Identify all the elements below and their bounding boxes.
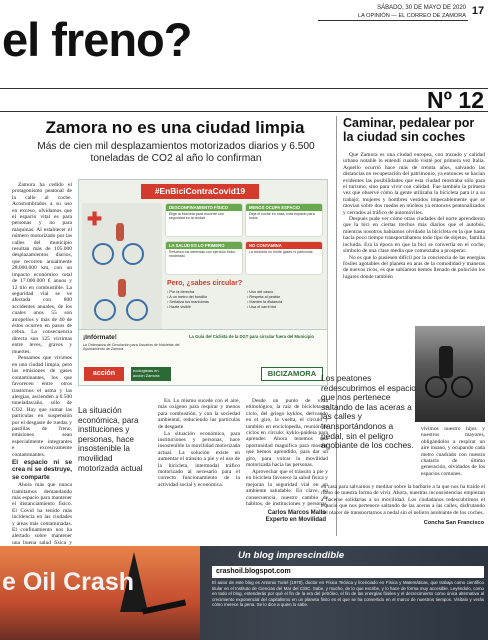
list-item: • Hazte visible — [167, 305, 191, 309]
cyclist-figure-icon — [118, 279, 126, 297]
guide-text: La Guía del Ciclista de la DGT para circular fuera del Municipio — [189, 334, 314, 339]
section-title: el freno? — [2, 13, 192, 66]
paragraph: Después pude ver cómo otras ciudades del norte aprendieron que la bici en ciertas trechos más diarios que el autobús, mientras nosotros habíamos olvidado la bicicleta en la que hasta hacía poco tiempo transportábamos todo tipo de objetos, familia incluida. Era la época en que la bici se convertía en el coche, símbolo de una clase media que comenzaba a prosperar. — [343, 216, 485, 255]
tip-title: LA SALUD ES LO PRIMERO — [166, 242, 242, 249]
cyclist-figure-icon — [116, 223, 124, 241]
paragraph: Ahora más que nunca tramitamos demandando más espacio para mantener el distanciamiento físico. El Covid ha tenido más incidencia en las ciudades y áreas más contaminadas. El confinamiento nos ha alertado sobre mantener una buena salud física y — [12, 482, 72, 546]
side-column-2: vivimos nuestro hijos y nuestros mayores, obligándolos a respirar un aire insano, y ocupando cada metro cuadrado con nuestra chatarra de último generación, olvidados de los espacios comunes. — [421, 426, 485, 477]
author-name: Carlos Marcos Mallo — [267, 510, 326, 516]
side-headline: Caminar, pedalear por la ciudad sin coches — [343, 116, 475, 144]
tip-tile — [245, 241, 323, 275]
side-column-3: en casa para salvarnos y meditar sobre la barbarie a la que nos ha traído el ritmo de nuestra forma de vivir. Ahora, nuestras inconsistencias empiezan a hacerse solidarias a su movilidad. Los ciudadanos redescubrimos el espacio que nos pertenece saltando de las aceras a las calles, disfrutando del placer de transportarnos a pedal sin el peligro agobiante de los coches. — [321, 484, 485, 514]
bicycle-wheel-icon — [126, 299, 148, 321]
paper-name: LA OPINIÓN — EL CORREO DE ZAMORA — [358, 13, 466, 19]
issue-banner — [0, 88, 488, 112]
header-rule — [318, 20, 468, 21]
section-subtitle: El espacio ni se crea ni se destruye, se comparte — [12, 458, 72, 481]
dateline — [358, 4, 466, 20]
paragraph: Zamora ha cedido el protagonismo peatonal de la calle al coche. Acostumbrados a su uso en exceso, olvidamos que el espacio vital es para personas y no para máquinas. Al establecer el número motorizado por las calles del municipio resultan más de 105.000 desplazamientos diarios, que recorren anualmente 28.000.000 km, con un impacto económico total de 17.000.000 € anuos y 12 tilo en combustible. La seguridad vial se ve afectada con 800 accidentes anuales, de los cuales unos 55 son atropellos y más de 40 de éstos ocurren en pasos de cebra. La consecuencia directa son 125 víctimas entre leves, graves y muertes. — [12, 182, 72, 355]
campaign-infographic — [78, 179, 328, 386]
bicizamora-logo: BICIZAMORA — [261, 367, 323, 381]
article-column-1 — [12, 182, 72, 546]
blog-description: El autor de este blog es Antonio Turiel (1970), doctor en Física Teórica y licenciado en Física y Matemáticas, que trabaja como científico titular en el Instituto de Ciencias del Mar del CSIC. Sabe, y mucho, de lo que escribe, y lo hace de forma muy accesible. Leyéndolo, como en todo el blog, entenderás por qué el fin de la era del petróleo, el fin de las energías fósiles y el decrecimiento como única alternativa al crecimiento exponencial del capitalismo en un planeta finito es el que se ha convertido en el marco de nuestros tiempos. Visítalo y verás cómo merece la pena. Se lo dice a quien lo sabe. — [212, 580, 484, 608]
bicycle-wheel-icon — [451, 376, 473, 398]
bicycle-wheel-icon — [122, 243, 144, 265]
list-item: • Uso del casco — [247, 290, 274, 294]
page-number: 17 — [471, 5, 485, 17]
side-pull-quote: Los peatones redescubrimos el espacio que nos pertenece saltando de las aceras a las calles y transportándonos a pedal, sin el peligro agobiante de los coches. — [321, 373, 416, 451]
list-item: • Señaliza tus maniobras — [167, 300, 209, 304]
blog-title: Un blog imprescindible — [238, 550, 345, 561]
paragraph: Aprovechar que el tránsito a pie y en bicicleta favorece la salud física y mejoran la seguridad vial en un ambiente saludable. En clave, en consecuencia, nuestro cambio de hábitos, de instituciones y personas, — [246, 468, 328, 507]
side-column — [343, 152, 485, 320]
tip-body: Elige la bicicleta para moverte con seguridad en la ciudad — [169, 212, 224, 221]
article-column-2 — [158, 398, 240, 524]
author-signature — [258, 510, 326, 524]
infographic-footer — [79, 329, 328, 385]
article-subhead: Más de cien mil desplazamientos motorizados diarios y 6.500 toneladas de CO2 al año lo confirman — [37, 141, 315, 164]
tip-tile — [165, 241, 243, 275]
bicycle-wheel-icon — [92, 243, 114, 265]
main-article — [0, 116, 332, 546]
side-article — [321, 116, 488, 536]
author-role: Experto en Movilidad — [265, 517, 326, 523]
rider-figure-icon — [439, 346, 453, 378]
paragraph: Que Zamora es una ciudad europea, con trazado y calidad urbano notable lo entendí cuando visité por primera vez Italia. Aquello ocurrió hace más de treinta años, salvando las distancias en recuperación del patrimonio, ya entonces se hacían evidentes las posibilidades que esta ciudad mostraba sólo para el turismo, sino para vivir con calidad. Fue también la primera vez que observé cómo la gente utilizaba la bicicleta para ir a su trabajo; mujeres y hombres vestidos impecablemente que se movían sobre dos ruedas en núcleos ya entonces peatonalizados y cerrados al tráfico de automóviles. — [343, 152, 485, 216]
list-item: • Usa el carril bici — [247, 305, 277, 309]
ecologistas-logo: ecologistas en acción Zamora — [131, 367, 171, 381]
rules-list-left — [167, 290, 243, 310]
tip-title: NO CONTAMINA — [246, 242, 322, 249]
bicycle-wheel-icon — [425, 376, 447, 398]
rules-list-right — [247, 290, 323, 310]
masthead — [0, 0, 488, 86]
paragraph: Pensamos que vivimos en una ciudad limpia, pero las emisiones de gases contaminantes, los que favorecen entre otros trastornos el asma y las alergias, ascienden a 6.500 toneladas/año, sólo de CO2. Hay que sumar las partículas en suspensión por el desgaste de ruedas y pastillas de freno, emisiones sean especialmente integrantes e excesivamente contaminantes. — [12, 355, 72, 458]
tip-title: MENOS OCUPA ESPACIO — [246, 204, 322, 211]
tip-body: La bicicleta no emite gases ni partículas — [249, 250, 313, 254]
paragraph: Desde un punto de vista etimológico, la raíz de bicicleta es ciclo, del griego kyklos, derivando en el giro, la vuelta, el círculo y también en enciclopedia, reunión de ciclos en círculo: kyklo-paideia para aprender. Ahora tenemos una oportunidad magnífica para mostrar que hemos aprendido, para dar un giro, para volcar la movilidad motorizada hacia las personas. — [246, 398, 328, 469]
tip-title: DESCONFINAMIENTO FÍSICO — [166, 204, 242, 211]
blog-url[interactable]: crashoil.blogspot.com — [212, 566, 484, 578]
list-item: • Por la derecha — [167, 290, 195, 294]
tip-body: Refuerza tus defensas con ejercicio físico moderado — [169, 250, 236, 259]
blog-image-title: e Oil Crash — [2, 568, 134, 596]
article-headline: Zamora no es una ciudad limpia — [45, 118, 305, 137]
blog-banner — [0, 546, 488, 640]
inform-title: ¡Infórmate! — [83, 334, 117, 341]
bicycle-wheel-icon — [94, 299, 116, 321]
inform-text: La Ordenanza de Circulación para Usuarios de bicicletas del Ayuntamiento de Zamora — [83, 343, 180, 352]
date-text: SÁBADO, 30 DE MAYO DE 2020 — [377, 5, 466, 11]
accion-logo: acción — [84, 367, 124, 381]
paragraph: La situación económica, para instituciones y personas, hace insostenible la movilidad motorizada actual. La solución existe en aumentar el tránsito a pie y el uso de la bicicleta, intermodal tráfico motorizado al necesario para el correcto funcionamiento de la actividad social y económica. — [158, 430, 240, 488]
rules-lists — [167, 290, 323, 322]
tip-tile — [165, 203, 243, 237]
hashtag-banner: #EnBiciContraCovid19 — [141, 184, 259, 199]
issue-number: Nº 12 — [427, 87, 484, 113]
cyclist-photo — [415, 326, 485, 422]
side-signature: Concha San Francisco — [423, 520, 484, 526]
paragraph: En. Lo mismo sucede con el aire, más oxígeno para respirar y menos para combustión, y con la sociedad ambiental, reduciendo las partículas de desgaste. — [158, 398, 240, 430]
paragraph: No es que lo pusiesen difícil por la conciencia de las energías fósiles agotables del planeta en aras de la comodidad y maneras de nuevos ricos, es que sabíamos hemos llenado de polución los lugares donde también — [343, 254, 485, 280]
pull-quote: La situación económica, para instituciones y personas, hace insostenible la movilidad motorizada actual — [78, 406, 143, 473]
tip-body: Deja el coche en casa, más espacio para todos — [249, 212, 315, 221]
health-cross-icon: ✚ — [87, 209, 103, 229]
infographic-question: Pero, ¿sabes circular? — [167, 280, 243, 287]
list-item: • Mantén la distancia — [247, 300, 283, 304]
list-item: • A un metro del bordillo — [167, 295, 207, 299]
tip-tile — [245, 203, 323, 237]
list-item: • Respeta al peatón — [247, 295, 281, 299]
article-column-3 — [246, 398, 328, 508]
